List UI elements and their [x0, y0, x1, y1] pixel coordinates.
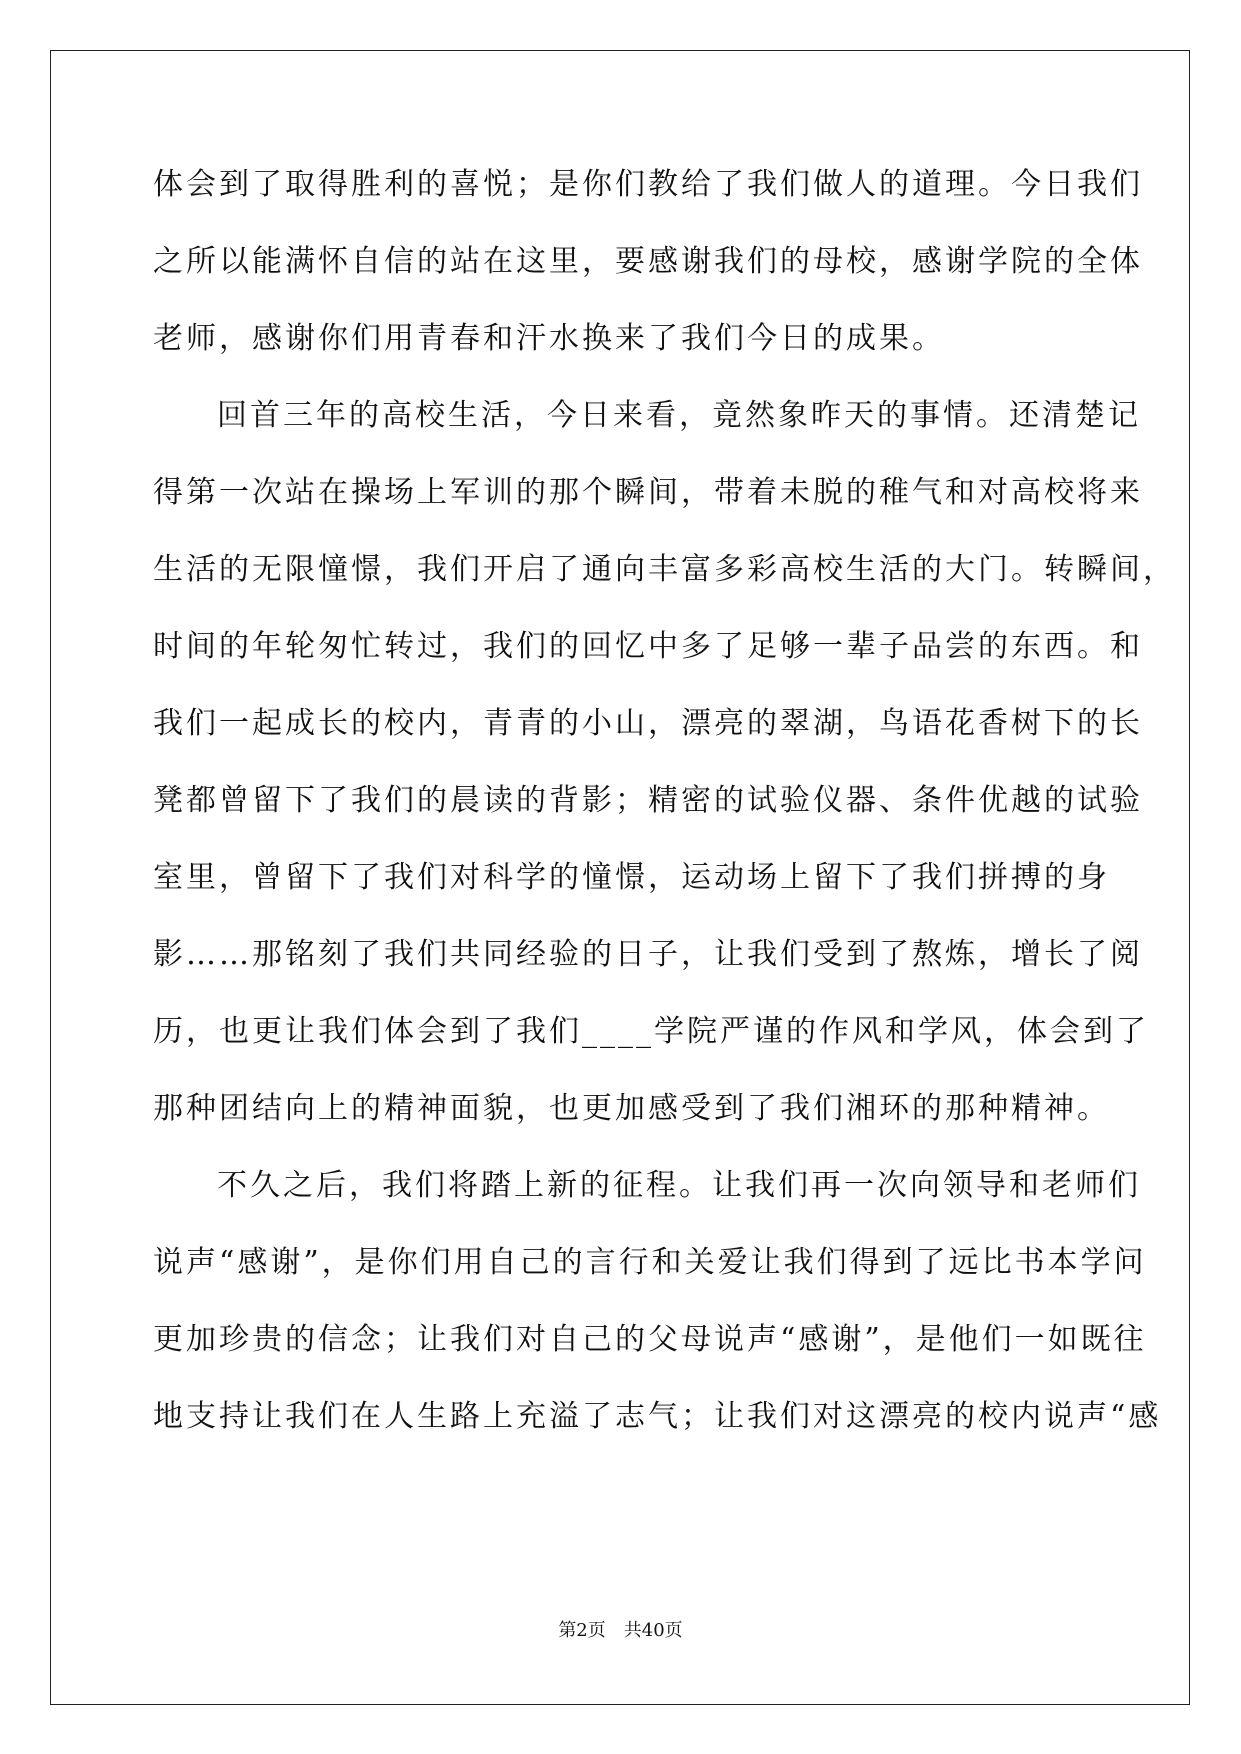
- text-line: 室里，曾留下了我们对科学的憧憬，运动场上留下了我们拼搏的身: [153, 860, 1110, 895]
- text-line: 老师，感谢你们用青春和汗水换来了我们今日的成果。: [153, 321, 945, 356]
- page-number: 第2页 共40页: [558, 1620, 683, 1641]
- text-line: 凳都曾留下了我们的晨读的背影；精密的试验仪器、条件优越的试验: [153, 783, 1143, 818]
- text-line: 时间的年轮匆忙转过，我们的回忆中多了足够一辈子品尝的东西。和: [153, 629, 1143, 664]
- text-line: 之所以能满怀自信的站在这里，要感谢我们的母校，感谢学院的全体: [153, 244, 1143, 279]
- paragraph-start-line: 回首三年的高校生活，今日来看，竟然象昨天的事情。还清楚记: [217, 398, 1141, 433]
- text-line: 生活的无限憧憬，我们开启了通向丰富多彩高校生活的大门。转瞬间，: [153, 552, 1176, 587]
- text-line: 更加珍贵的信念；让我们对自己的父母说声“感谢”，是他们一如既往: [153, 1322, 1147, 1357]
- text-line: 那种团结向上的精神面貌，也更加感受到了我们湘环的那种精神。: [153, 1091, 1110, 1126]
- paragraph-start-line: 不久之后，我们将踏上新的征程。让我们再一次向领导和老师们: [217, 1168, 1141, 1203]
- text-line: 历，也更让我们体会到了我们____学院严谨的作风和学风，体会到了: [153, 1014, 1149, 1049]
- text-line: 得第一次站在操场上军训的那个瞬间，带着未脱的稚气和对高校将来: [153, 475, 1143, 510]
- text-line: 说声“感谢”，是你们用自己的言行和关爱让我们得到了远比书本学问: [153, 1245, 1147, 1280]
- text-line: 体会到了取得胜利的喜悦；是你们教给了我们做人的道理。今日我们: [153, 167, 1143, 202]
- document-body: [153, 160, 1176, 1469]
- text-line: 我们一起成长的校内，青青的小山，漂亮的翠湖，鸟语花香树下的长: [153, 706, 1143, 741]
- text-line: 影……那铭刻了我们共同经验的日子，让我们受到了熬炼，增长了阅: [153, 937, 1143, 972]
- text-line: 地支持让我们在人生路上充溢了志气；让我们对这漂亮的校内说声“感: [153, 1399, 1162, 1434]
